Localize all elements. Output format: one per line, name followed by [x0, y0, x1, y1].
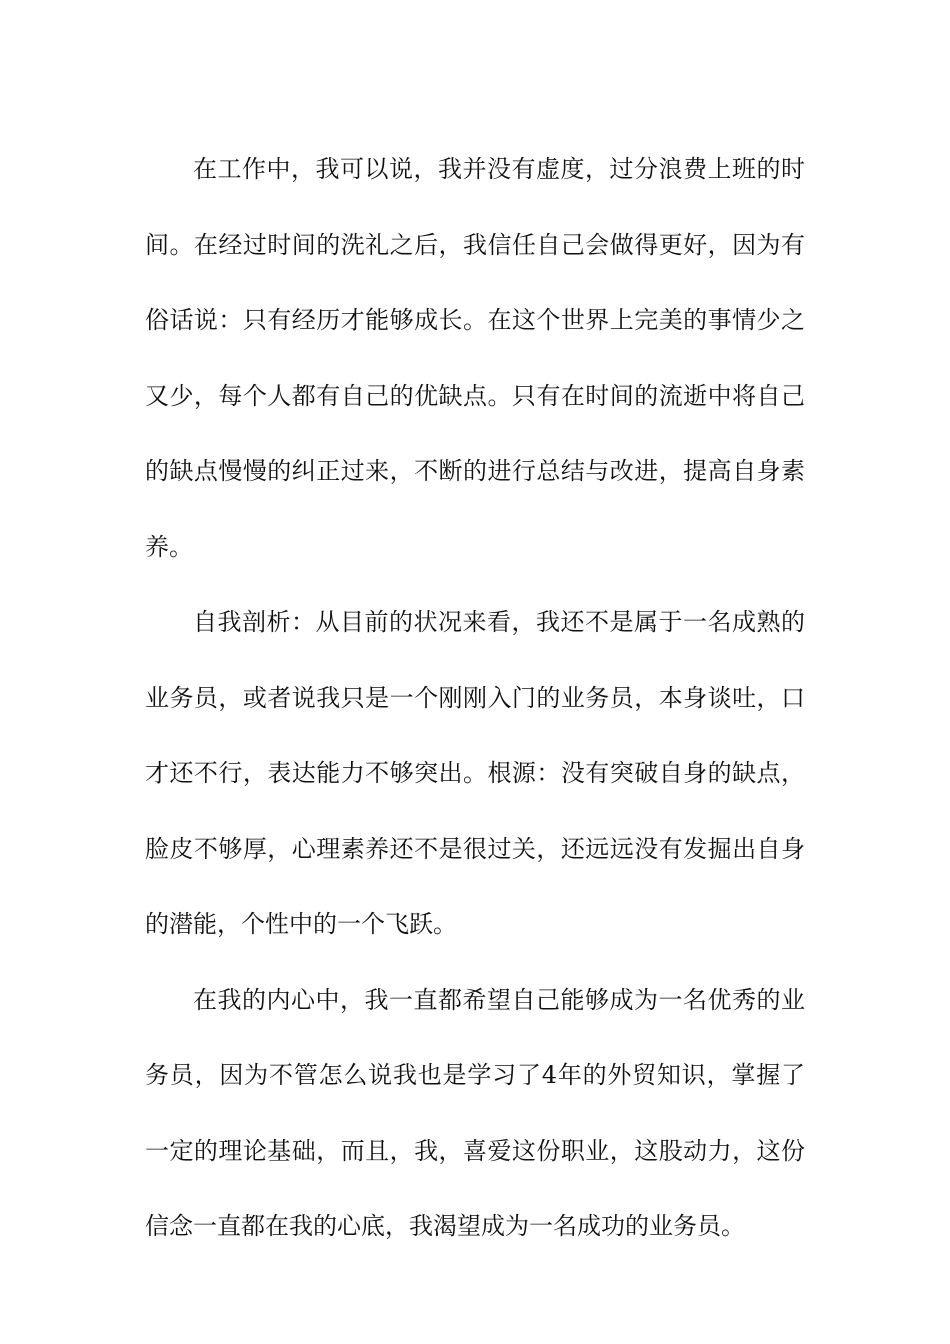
paragraph-3 — [145, 963, 805, 1265]
paragraph-line: 在工作中，我可以说，我并没有虚度，过分浪费上班的时 — [193, 155, 805, 183]
paragraph-line: 又少，每个人都有自己的优缺点。只有在时间的流逝中将自己 — [145, 381, 805, 410]
paragraph-line: 在我的内心中，我一直都希望自己能够成为一名优秀的业 — [193, 985, 805, 1014]
paragraph-line: 务员，因为不管怎么说我也是学习了4年的外贸知识，掌握了 — [145, 1061, 805, 1089]
paragraph-line: 脸皮不够厚，心理素养还不是很过关，还远远没有发掘出自身 — [145, 834, 805, 863]
paragraph-line: 才还不行，表达能力不够突出。根源：没有突破自身的缺点， — [145, 759, 805, 787]
paragraph-line: 间。在经过时间的洗礼之后，我信任自己会做得更好，因为有 — [145, 230, 805, 259]
document-body — [145, 132, 805, 1265]
paragraph-line: 养。 — [145, 532, 193, 561]
paragraph-line: 的缺点慢慢的纠正过来，不断的进行总结与改进，提高自身素 — [145, 457, 805, 485]
paragraph-2 — [145, 585, 805, 963]
paragraph-line: 信念一直都在我的心底，我渴望成为一名成功的业务员。 — [145, 1212, 745, 1240]
paragraph-1 — [145, 132, 805, 585]
paragraph-line: 一定的理论基础，而且，我，喜爱这份职业，这股动力，这份 — [145, 1136, 805, 1165]
paragraph-line: 业务员，或者说我只是一个刚刚入门的业务员，本身谈吐，口 — [145, 683, 805, 712]
paragraph-line: 自我剖析：从目前的状况来看，我还不是属于一名成熟的 — [193, 608, 805, 636]
paragraph-line: 的潜能，个性中的一个飞跃。 — [145, 910, 457, 938]
paragraph-line: 俗话说：只有经历才能够成长。在这个世界上完美的事情少之 — [145, 306, 805, 334]
